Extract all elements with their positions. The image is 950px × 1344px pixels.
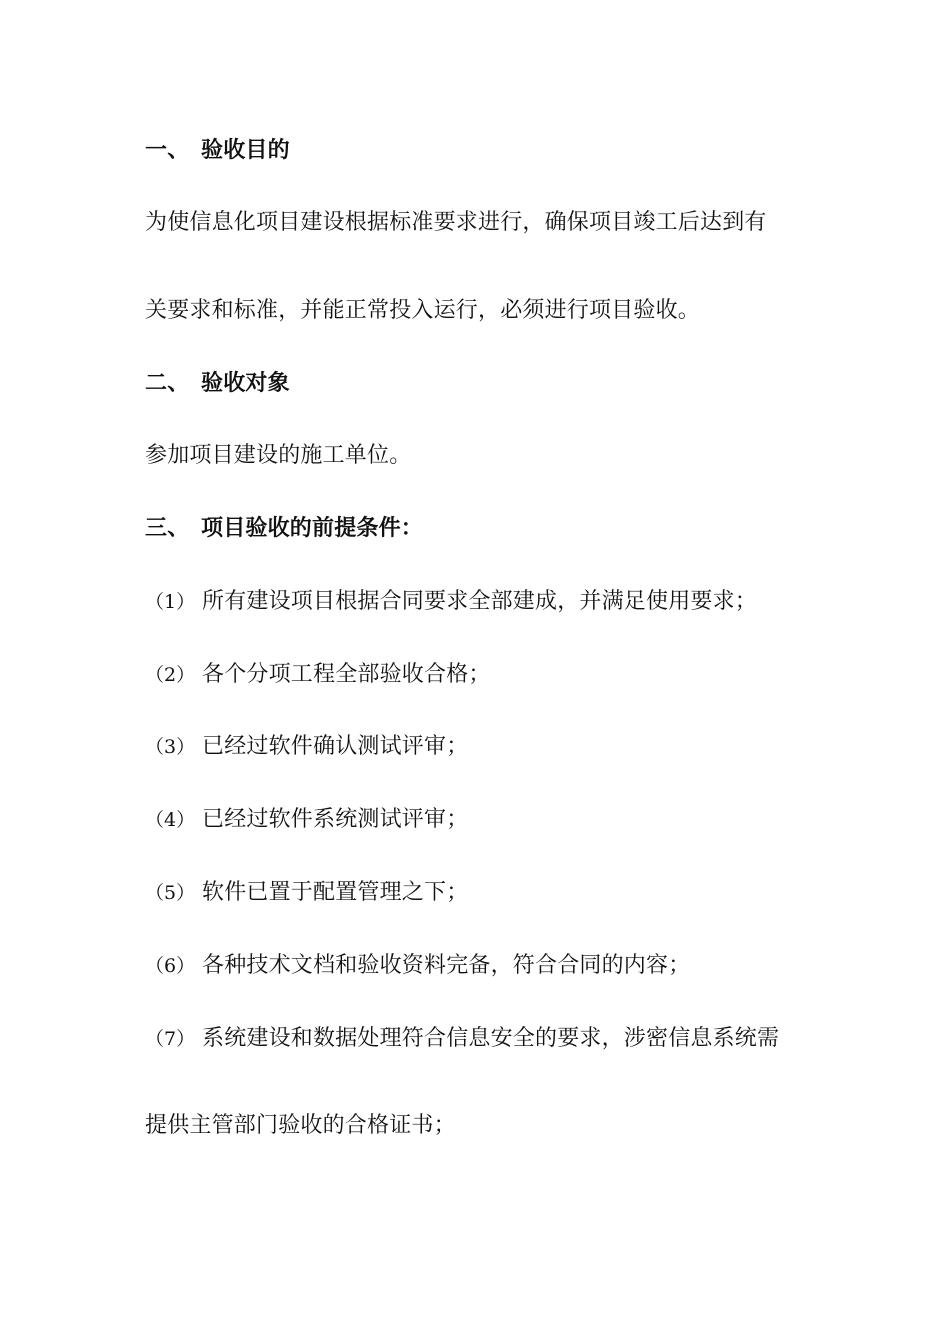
list-item-text: 系统建设和数据处理符合信息安全的要求，涉密信息系统需 [202, 1026, 780, 1051]
list-item-index: （6） [145, 955, 196, 977]
list-item-index: （1） [145, 591, 196, 613]
section-2-number: 二、 [145, 371, 190, 396]
list-item-index: （5） [145, 882, 196, 904]
list-item-text: 各种技术文档和验收资料完备，符合合同的内容； [202, 953, 691, 978]
list-item-text: 各个分项工程全部验收合格； [202, 662, 491, 687]
list-item [145, 732, 468, 762]
list-item-text: 已经过软件系统测试评审； [202, 807, 469, 832]
section-1-heading [145, 136, 290, 166]
section-1-number: 一、 [145, 138, 190, 163]
list-item [145, 805, 468, 835]
section-2-heading [145, 369, 290, 399]
list-item [145, 587, 757, 617]
list-item-text: 所有建设项目根据合同要求全部建成，并满足使用要求； [202, 589, 758, 614]
list-item [145, 1024, 779, 1054]
section-3-title: 项目验收的前提条件： [201, 516, 424, 541]
section-2-title: 验收对象 [201, 371, 290, 396]
list-item-text: 软件已置于配置管理之下； [202, 880, 469, 905]
list-item [145, 660, 491, 690]
section-3-heading [145, 514, 423, 544]
list-item-index: （3） [145, 736, 196, 758]
section-1-paragraph-line-1: 为使信息化项目建设根据标准要求进行，确保项目竣工后达到有 [145, 210, 767, 235]
list-item-index: （7） [145, 1028, 196, 1050]
section-3-number: 三、 [145, 516, 190, 541]
section-2-paragraph: 参加项目建设的施工单位。 [145, 443, 412, 468]
section-1-paragraph-line-2: 关要求和标准，并能正常投入运行，必须进行项目验收。 [145, 298, 701, 323]
list-item-index: （4） [145, 809, 196, 831]
list-item-text: 已经过软件确认测试评审； [202, 734, 469, 759]
section-1-title: 验收目的 [201, 138, 290, 163]
list-item [145, 878, 468, 908]
list-item [145, 951, 690, 981]
list-item-index: （2） [145, 664, 196, 686]
list-item-continuation: 提供主管部门验收的合格证书； [145, 1113, 456, 1138]
